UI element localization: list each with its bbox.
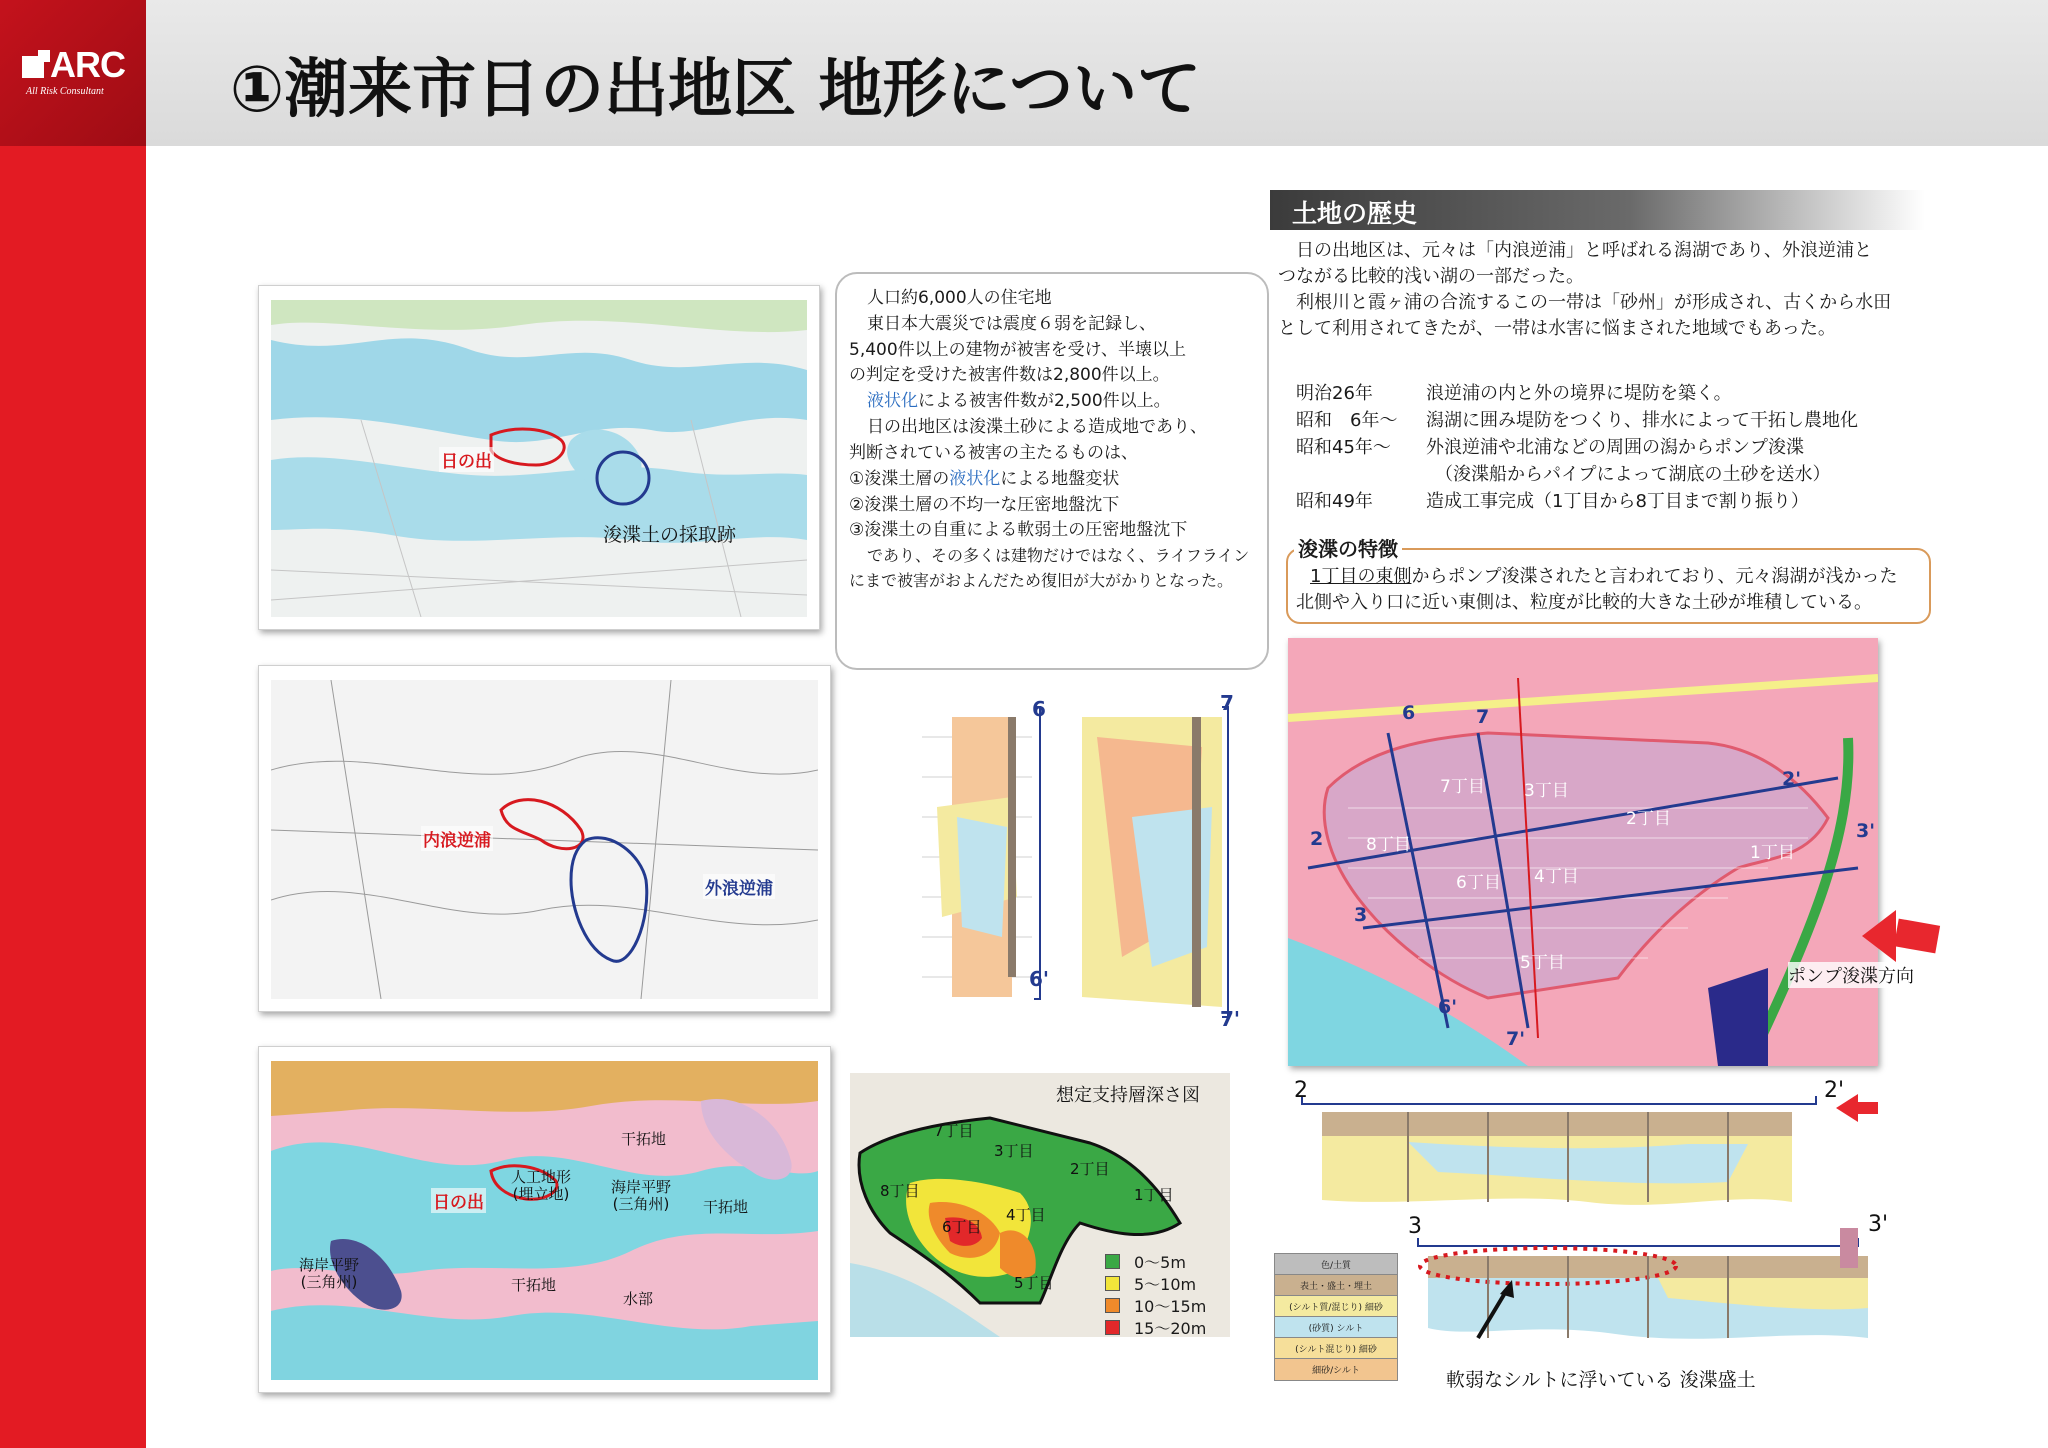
- timeline-row: [1296, 461, 1858, 488]
- section-3-left-label: 3: [1408, 1214, 1422, 1239]
- depth-legend-label: 5～10m: [1134, 1274, 1197, 1294]
- soil-legend-label: (シルト混じり) 細砂: [1295, 1344, 1377, 1355]
- topographic-map: [271, 300, 807, 617]
- info-line: [849, 312, 1257, 338]
- district-label-8: 8丁目: [1366, 835, 1411, 855]
- section-2-arrow-tail: [1856, 1102, 1878, 1114]
- logo-subtitle: All Risk Consultant: [26, 86, 104, 97]
- logo-mark-small-icon: [38, 50, 50, 62]
- soil-legend-label: 細砂/シルト: [1312, 1366, 1360, 1376]
- info-line: [849, 493, 1257, 519]
- district-label-2: 2丁目: [1626, 809, 1671, 829]
- section-2-left-label: 2: [1294, 1078, 1308, 1103]
- info-text: 日の出地区は浚渫土砂による造成地であり、: [867, 417, 1207, 438]
- depth-swatch: [1105, 1298, 1120, 1313]
- info-text: にまで被害がおよんだため復旧が大がかりとなった。: [849, 570, 1234, 590]
- info-text: 5,400件以上の建物が被害を受け、半壊以上: [849, 339, 1186, 360]
- info-line: [849, 441, 1257, 467]
- map-panel-topographic: [258, 285, 820, 630]
- info-line: [849, 286, 1257, 312]
- page-title: ①潮来市日の出地区 地形について: [230, 53, 1202, 127]
- soil-legend: [1274, 1253, 1398, 1381]
- cross-section-6-7-graphic: [922, 697, 1247, 1037]
- label-uchinasakaura: 内浪逆浦: [421, 826, 493, 851]
- section-3-right-label: 3': [1868, 1212, 1889, 1237]
- depth-swatch: [1105, 1276, 1120, 1291]
- district-label-6: 6丁目: [1456, 873, 1501, 893]
- topographic-map-graphic: [271, 300, 807, 617]
- map-line-label-3-prime: 3': [1856, 820, 1876, 842]
- old-map: [271, 680, 818, 999]
- depth-district-6: 6丁目: [942, 1218, 982, 1236]
- depth-swatch: [1105, 1320, 1120, 1335]
- pump-direction-arrow-tail: [1894, 919, 1940, 954]
- history-timeline: [1296, 380, 1858, 515]
- info-text: であり、その多くは建物だけではなく、ライフライン: [867, 546, 1250, 566]
- soil-legend-label: (砂質) シルト: [1308, 1323, 1364, 1334]
- landform-map-graphic: [271, 1061, 818, 1380]
- timeline-year: [1296, 461, 1426, 488]
- district-map: [1288, 638, 1878, 1066]
- timeline-row: [1296, 488, 1858, 515]
- old-map-graphic: [271, 680, 818, 999]
- soil-legend-row: [1275, 1359, 1397, 1380]
- land-history-title: 土地の歴史: [1292, 199, 1418, 228]
- cross-section-2: [1288, 1078, 1866, 1222]
- depth-district-2: 2丁目: [1070, 1160, 1110, 1178]
- label-hinode-landform: 日の出: [431, 1188, 486, 1213]
- district-label-3: 3丁目: [1524, 781, 1569, 801]
- depth-district-8: 8丁目: [880, 1182, 920, 1200]
- cross-section-3: [1408, 1212, 1908, 1358]
- map-line-label-7: 7: [1476, 706, 1490, 728]
- label-coastal-plain-2: 海岸平野 (三角州): [299, 1256, 360, 1292]
- section-2-arrow-icon: [1836, 1094, 1858, 1122]
- logo: [0, 0, 146, 146]
- label-hinode: 日の出: [439, 447, 494, 472]
- info-text: ③浚渫土の自重による軟弱土の圧密地盤沈下: [849, 520, 1188, 541]
- timeline-year: 明治26年: [1296, 383, 1373, 404]
- side-accent-bar: [0, 0, 146, 1448]
- district-label-5: 5丁目: [1520, 953, 1565, 973]
- section-label-6: 6: [1032, 697, 1046, 721]
- landform-map: [271, 1061, 818, 1380]
- info-line: [849, 569, 1257, 593]
- district-label-7: 7丁目: [1440, 777, 1485, 797]
- district-map-panel: [1288, 638, 1878, 1066]
- history-line: として利用されてきたが、一帯は水害に悩まされた地域でもあった。: [1278, 318, 1836, 340]
- cross-section-3-graphic: [1408, 1228, 1908, 1358]
- liquefaction-keyword: 液状化: [949, 468, 1001, 489]
- depth-district-3: 3丁目: [994, 1142, 1034, 1160]
- timeline-row: [1296, 434, 1858, 461]
- soil-legend-row: [1275, 1254, 1397, 1275]
- feature-line-1: [1296, 564, 1921, 590]
- map-panel-old: [258, 665, 831, 1012]
- info-text: ②浚渫土層の不均一な圧密地盤沈下: [849, 494, 1120, 515]
- info-line: [849, 415, 1257, 441]
- soil-legend-row: [1275, 1317, 1397, 1338]
- timeline-text: 造成工事完成（1丁目から8丁目まで割り振り）: [1426, 491, 1809, 512]
- info-text: ①浚渫土層の: [849, 468, 950, 489]
- section-label-7: 7: [1220, 691, 1234, 715]
- depth-legend: [1105, 1250, 1206, 1338]
- liquefaction-keyword: 液状化: [867, 391, 918, 412]
- timeline-row: [1296, 407, 1858, 434]
- history-paragraph-1: [1278, 238, 1891, 342]
- info-line: [849, 389, 1257, 415]
- info-text: 人口約6,000人の住宅地: [867, 288, 1052, 308]
- depth-legend-row: [1105, 1272, 1206, 1294]
- district-label-1: 1丁目: [1750, 843, 1795, 863]
- depth-district-1: 1丁目: [1134, 1186, 1174, 1204]
- label-sotonasakaura: 外浪逆浦: [703, 874, 775, 899]
- pump-direction-label: ポンプ浚渫方向: [1788, 962, 1914, 988]
- map-line-label-3: 3: [1354, 904, 1368, 926]
- soil-legend-label: 色/土質: [1320, 1260, 1352, 1271]
- info-line: [849, 338, 1257, 364]
- label-dredge-site: 浚渫土の採取跡: [603, 524, 737, 546]
- timeline-text: 浪逆浦の内と外の境界に堤防を築く。: [1426, 383, 1732, 404]
- feature-highlight: 1丁目の東側: [1310, 566, 1412, 587]
- label-water: 水部: [623, 1290, 654, 1308]
- map-line-label-6-prime: 6': [1438, 996, 1458, 1018]
- depth-map-title: 想定支持層深さ図: [1056, 1085, 1200, 1106]
- soft-silt-label: 軟弱なシルトに浮いている 浚渫盛土: [1446, 1369, 1756, 1391]
- section-label-7-prime: 7': [1220, 1007, 1241, 1031]
- map-line-label-6: 6: [1402, 702, 1416, 724]
- cross-section-6-7: [922, 691, 1247, 1037]
- info-line: [849, 467, 1257, 493]
- depth-legend-row: [1105, 1250, 1206, 1272]
- cross-section-2-graphic: [1288, 1082, 1866, 1222]
- soil-legend-row: [1275, 1338, 1397, 1359]
- depth-legend-row: [1105, 1316, 1206, 1338]
- timeline-text: （浚渫船からパイプによって湖底の土砂を送水）: [1426, 464, 1831, 485]
- history-line: つながる比較的浅い湖の一部だった。: [1278, 266, 1584, 288]
- feature-text: からポンプ浚渫されたと言われており、元々潟湖が浅かった: [1411, 566, 1898, 587]
- label-coastal-plain-1: 海岸平野 (三角州): [611, 1178, 672, 1214]
- label-kantakuchi-1: 干拓地: [621, 1130, 667, 1148]
- map-line-label-2: 2: [1310, 828, 1324, 850]
- info-line: [849, 544, 1257, 568]
- info-line: [849, 363, 1257, 389]
- timeline-text: 外浪逆浦や北浦などの周囲の潟からポンプ浚渫: [1426, 437, 1804, 458]
- info-text: の判定を受けた被害件数は2,800件以上。: [849, 365, 1170, 386]
- depth-district-4: 4丁目: [1006, 1206, 1046, 1224]
- label-kantakuchi-3: 干拓地: [511, 1276, 557, 1294]
- damage-summary-box: [835, 272, 1269, 670]
- map-panel-landform: [258, 1046, 831, 1393]
- label-artificial-landform: 人工地形 (埋立地): [511, 1168, 572, 1204]
- district-label-4: 4丁目: [1534, 867, 1579, 887]
- history-line: 利根川と霞ヶ浦の合流するこの一帯は「砂州」が形成され、古くから水田: [1296, 292, 1892, 314]
- soil-legend-label: 表土・盛土・埋土: [1299, 1281, 1372, 1292]
- timeline-year: 昭和 6年～: [1296, 410, 1398, 431]
- soil-legend-label: (シルト質/混じり) 細砂: [1289, 1302, 1383, 1313]
- timeline-year: 昭和45年～: [1296, 437, 1391, 458]
- history-line: 日の出地区は、元々は「内浪逆浦」と呼ばれる潟湖であり、外浪逆浦と: [1296, 240, 1872, 261]
- section-2-right-label: 2': [1824, 1078, 1845, 1103]
- info-line: [849, 518, 1257, 544]
- timeline-text: 潟湖に囲み堤防をつくり、排水によって干拓し農地化: [1426, 410, 1858, 431]
- pump-direction-arrow-icon: [1862, 910, 1896, 962]
- info-text: 東日本大震災では震度６弱を記録し、: [867, 313, 1156, 334]
- depth-legend-label: 0～5m: [1134, 1252, 1186, 1272]
- depth-legend-label: 10～15m: [1134, 1296, 1207, 1316]
- depth-district-7: 7丁目: [934, 1122, 974, 1140]
- dredging-feature-title: 浚渫の特徴: [1294, 533, 1402, 562]
- land-history-header: [1270, 190, 1925, 230]
- map-line-label-2-prime: 2': [1782, 768, 1802, 790]
- label-kantakuchi-2: 干拓地: [703, 1198, 749, 1216]
- soil-legend-row: [1275, 1275, 1397, 1296]
- info-text: による地盤変状: [1000, 468, 1120, 489]
- section-label-6-prime: 6': [1029, 967, 1050, 991]
- map-line-label-7-prime: 7': [1506, 1028, 1526, 1050]
- feature-line-2: 北側や入り口に近い東側は、粒度が比較的大きな土砂が堆積している。: [1296, 592, 1872, 614]
- timeline-year: 昭和49年: [1296, 491, 1373, 512]
- timeline-row: [1296, 380, 1858, 407]
- depth-swatch: [1105, 1254, 1120, 1269]
- depth-legend-row: [1105, 1294, 1206, 1316]
- soil-legend-row: [1275, 1296, 1397, 1317]
- info-text: による被害件数が2,500件以上。: [918, 391, 1171, 412]
- logo-text: ARC: [50, 44, 125, 85]
- depth-district-5: 5丁目: [1014, 1274, 1054, 1292]
- depth-legend-label: 15～20m: [1134, 1318, 1207, 1338]
- info-text: 判断されている被害の主たるものは、: [849, 442, 1138, 463]
